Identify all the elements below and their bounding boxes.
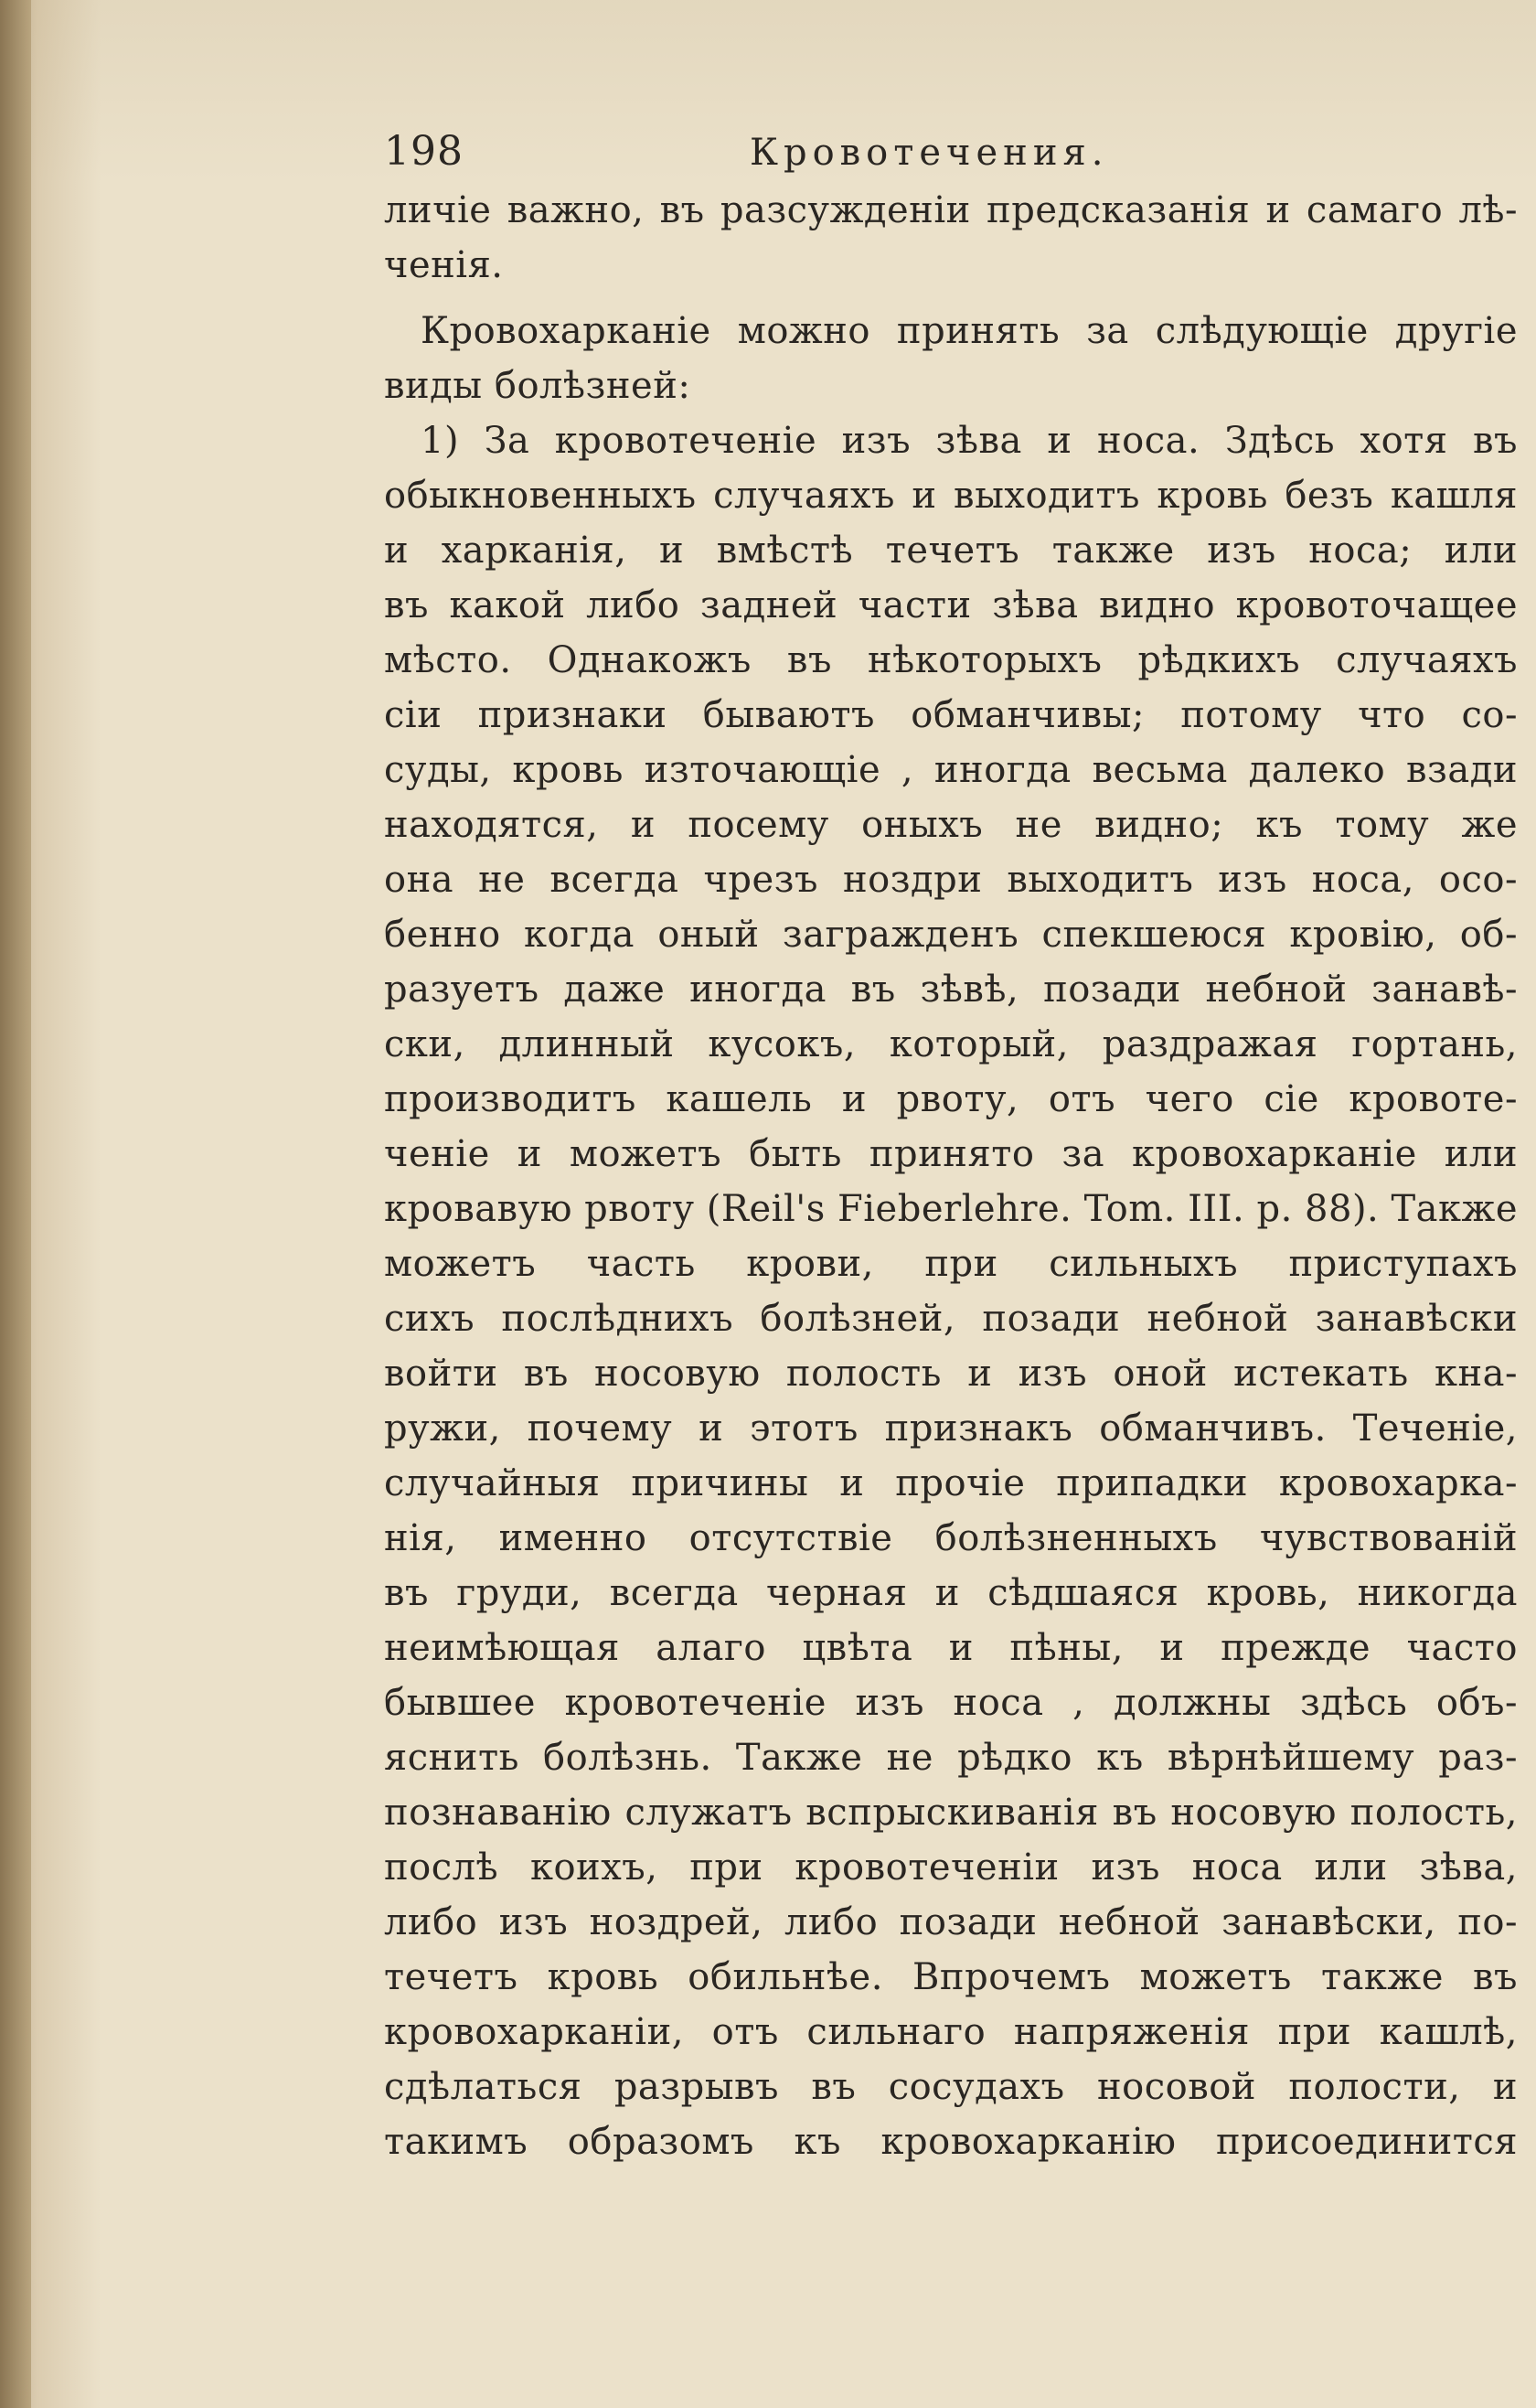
text-line: такимъ образомъ къ кровохарканію присоединится	[384, 2121, 1518, 2163]
text-line: обыкновенныхъ случаяхъ и выходитъ кровь безъ кашля	[384, 475, 1518, 517]
page-number: 198	[384, 128, 464, 175]
paragraph	[384, 183, 1518, 293]
paragraph	[384, 413, 1518, 2224]
text-line: Кровохарканіе можно принять за слѣдующіе другіе	[421, 310, 1518, 352]
paragraph	[384, 304, 1518, 413]
text-line: сихъ послѣднихъ болѣзней, позади небной занавѣски	[384, 1298, 1518, 1340]
text-line: течетъ кровь обильнѣе. Впрочемъ можетъ также въ	[384, 1956, 1518, 1998]
binding-edge	[0, 0, 31, 2408]
text-line: сдѣлаться разрывъ въ сосудахъ носовой полости, и	[384, 2066, 1518, 2108]
text-line	[384, 2169, 1518, 2224]
text-line: 1) За кровотеченіе изъ зѣва и носа. Здѣсь хотя въ	[421, 420, 1518, 462]
text-line: ченіе и можетъ быть принято за кровохарканіе или	[384, 1133, 1518, 1175]
text-line: бывшее кровотеченіе изъ носа , должны здѣсь объ-	[384, 1682, 1518, 1724]
text-line: познаванію служатъ вспрыскиванія въ носовую полость,	[384, 1792, 1518, 1834]
text-line: производитъ кашель и рвоту, отъ чего сіе кровоте-	[384, 1078, 1518, 1120]
text-line: виды болѣзней:	[384, 365, 691, 407]
text-line: она не всегда чрезъ ноздри выходитъ изъ носа, осо-	[384, 859, 1518, 901]
text-line: ченія.	[384, 244, 504, 286]
text-line: въ какой либо задней части зѣва видно кровоточащее	[384, 584, 1518, 626]
text-line: мѣсто. Однакожъ въ нѣкоторыхъ рѣдкихъ случаяхъ	[384, 639, 1518, 681]
text-line: случайныя причины и прочіе припадки кровохарка-	[384, 1462, 1518, 1504]
text-line: либо изъ ноздрей, либо позади небной занавѣски, по-	[384, 1901, 1518, 1943]
text-line: личіе важно, въ разсужденіи предсказанія и самаго лѣ-	[384, 189, 1518, 231]
text-line: неимѣющая алаго цвѣта и пѣны, и прежде часто	[384, 1627, 1518, 1669]
running-head-title: Кровотечения.	[750, 132, 1109, 174]
text-line: ски, длинный кусокъ, который, раздражая гортань,	[384, 1023, 1518, 1065]
text-line: кровохарканіи, отъ сильнаго напряженія при кашлѣ,	[384, 2011, 1518, 2053]
text-line: сіи признаки бываютъ обманчивы; потому что со-	[384, 694, 1518, 736]
text-line: яснить болѣзнь. Также не рѣдко къ вѣрнѣйшему раз-	[384, 1737, 1518, 1779]
text-line: кровавую рвоту (Reil's Fieberlehre. Tom. III. p. 88). Также	[384, 1188, 1518, 1230]
text-line: ружи, почему и этотъ признакъ обманчивъ. Теченіе,	[384, 1407, 1518, 1450]
text-line: послѣ коихъ, при кровотеченіи изъ носа или зѣва,	[384, 1846, 1518, 1889]
text-line: суды, кровь източающіе , иногда весьма далеко взади	[384, 749, 1518, 791]
text-line: нія, именно отсутствіе болѣзненныхъ чувствованій	[384, 1517, 1518, 1559]
text-line: въ груди, всегда черная и сѣдшаяся кровь, никогда	[384, 1572, 1518, 1614]
running-head	[384, 128, 1518, 183]
text-line: и харканія, и вмѣстѣ течетъ также изъ носа; или	[384, 530, 1518, 572]
text-line: находятся, и посему оныхъ не видно; къ тому же	[384, 804, 1518, 846]
text-line: разуетъ даже иногда въ зѣвѣ, позади небной занавѣ-	[384, 969, 1518, 1011]
text-block	[384, 128, 1518, 2224]
text-line: можетъ часть крови, при сильныхъ приступахъ	[384, 1243, 1518, 1285]
text-line: войти въ носовую полость и изъ оной истекать кна-	[384, 1353, 1518, 1395]
text-line: бенно когда оный загражденъ спекшеюся кровію, об-	[384, 914, 1518, 956]
